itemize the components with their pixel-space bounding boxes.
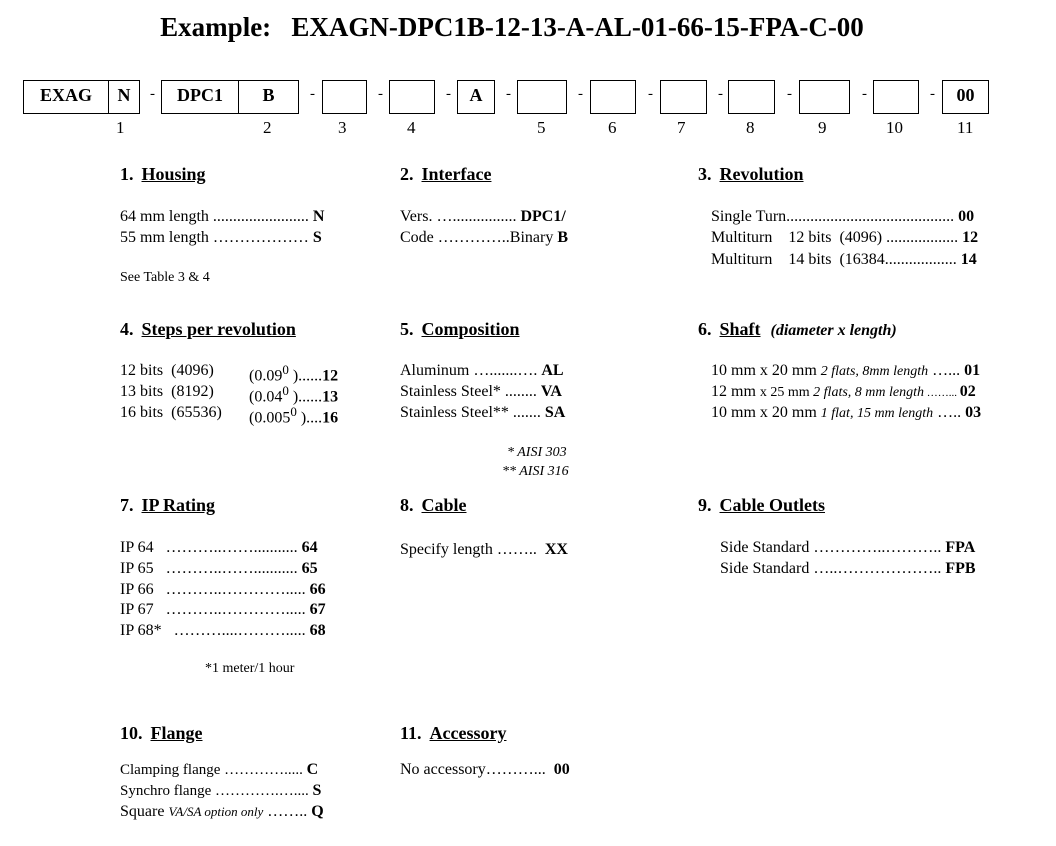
option-row: [400, 208, 566, 226]
option-label: Single Turn..........................................: [711, 208, 959, 225]
section-number: 5.: [400, 319, 414, 339]
dash-separator: -: [378, 86, 383, 102]
option-row: [400, 404, 565, 422]
section-housing: [120, 164, 206, 185]
option-code: B: [557, 229, 568, 246]
section-title: [400, 495, 467, 516]
section-heading: Revolution: [719, 164, 804, 184]
dash-separator: -: [718, 86, 723, 102]
option-row: [120, 383, 214, 401]
footnote: * AISI 303: [507, 445, 567, 460]
option-code: FPB: [945, 560, 976, 577]
dash-separator: -: [310, 86, 315, 102]
section-interface: [400, 164, 491, 185]
option-row: [400, 541, 568, 559]
section-number: 8.: [400, 495, 414, 515]
position-number: 6: [608, 118, 617, 137]
option-code: AL: [541, 362, 564, 379]
option-code: 13: [322, 388, 339, 406]
option-label: Code …………..Binary: [400, 229, 558, 246]
option-code: 14: [960, 251, 977, 268]
code-box-11: [728, 80, 775, 114]
option-row: [400, 761, 570, 779]
section-heading: Accessory: [429, 723, 507, 743]
option-code: C: [306, 761, 319, 778]
option-row: [711, 208, 974, 226]
dash-separator: -: [648, 86, 653, 102]
section-ip-rating: [120, 495, 215, 516]
option-row: [120, 782, 321, 800]
position-number: 4: [407, 118, 416, 137]
option-label: Multiturn 12 bits (4096) ..................: [711, 229, 963, 246]
option-code: 12: [322, 367, 339, 385]
dash-separator: -: [862, 86, 867, 102]
option-label: Side Standard …………..………..: [720, 539, 946, 556]
section-number: 3.: [698, 164, 712, 184]
position-number: 1: [116, 118, 125, 137]
option-label: IP 66 ………..………….....: [120, 581, 310, 598]
position-number: 9: [818, 118, 827, 137]
position-number: 8: [746, 118, 755, 137]
option-detail: 1 flat, 15 mm length: [820, 406, 934, 421]
option-label: IP 67 ………..………….....: [120, 601, 310, 618]
option-row: [120, 208, 324, 226]
option-row: [120, 622, 326, 640]
option-code: 02: [959, 383, 976, 400]
option-row: [120, 803, 324, 821]
code-box-13: [873, 80, 919, 114]
option-label: 10 mm x 20 mm: [711, 404, 821, 421]
code-box-6: [389, 80, 435, 114]
option-label: Stainless Steel* ........: [400, 383, 541, 400]
option-label: 55 mm length ………………: [120, 229, 313, 246]
option-code: 00: [958, 208, 975, 225]
section-heading: Shaft: [719, 319, 761, 339]
section-number: 11.: [400, 723, 422, 743]
option-row: [120, 761, 318, 779]
section-heading: Cable: [421, 495, 467, 515]
position-number: 5: [537, 118, 546, 137]
option-angle: (0.09: [249, 367, 283, 385]
dash-separator: -: [578, 86, 583, 102]
option-row: [711, 383, 976, 401]
option-code: 68: [309, 622, 326, 639]
section-revolution: [698, 164, 804, 185]
code-box-9: [590, 80, 636, 114]
section-title: [120, 164, 206, 185]
section-subtitle: (diameter x length): [770, 322, 897, 339]
section-title: [698, 164, 804, 185]
dash-separator: -: [446, 86, 451, 102]
code-box-10: [660, 80, 707, 114]
footnote: *1 meter/1 hour: [205, 661, 295, 676]
option-label: 12 mm: [711, 383, 760, 400]
option-label: IP 65 ………..……...........: [120, 560, 302, 577]
code-box-3: DPC1: [161, 80, 239, 114]
degree-mark: 0: [282, 362, 289, 377]
option-label: Synchro flange ………….…....: [120, 783, 313, 799]
option-row: [400, 362, 564, 380]
section-number: 9.: [698, 495, 712, 515]
option-code: 12: [962, 229, 979, 246]
option-code: XX: [544, 541, 568, 558]
option-row: [120, 560, 318, 578]
option-label: Square: [120, 803, 169, 820]
section-heading: Flange: [150, 723, 203, 743]
position-number: 7: [677, 118, 686, 137]
section-title: [120, 723, 203, 744]
option-row: [249, 383, 338, 406]
option-dots: …..: [933, 404, 966, 421]
option-dots: ……...: [924, 387, 960, 399]
section-steps-per-revolution: [120, 319, 296, 340]
option-code: S: [312, 229, 322, 246]
option-code: 00: [553, 761, 570, 778]
option-detail: 2 flats, 8 mm length: [813, 385, 925, 400]
option-row: [120, 601, 326, 619]
option-row: [720, 539, 975, 557]
option-label: Aluminum ….......….: [400, 362, 542, 379]
section-title: [400, 723, 506, 744]
code-box-12: [799, 80, 850, 114]
option-label: Side Standard …..………………..: [720, 560, 946, 577]
code-box-8: [517, 80, 567, 114]
section-title: [400, 319, 520, 340]
option-label-small: x 25 mm: [759, 385, 814, 400]
position-number: 2: [263, 118, 272, 137]
position-number: 10: [886, 118, 903, 137]
footnote: ** AISI 316: [502, 464, 569, 479]
option-label: 12 bits (4096): [120, 362, 214, 379]
position-number: 3: [338, 118, 347, 137]
option-dots: ……..: [263, 803, 312, 820]
option-detail: 2 flats, 8mm length: [820, 364, 929, 379]
section-accessory: [400, 723, 506, 744]
option-code: FPA: [945, 539, 976, 556]
section-number: 7.: [120, 495, 134, 515]
option-label: Multiturn 14 bits (16384..................: [711, 251, 961, 268]
dash-separator: -: [150, 86, 155, 102]
option-dots: )......: [288, 367, 323, 385]
option-label: Stainless Steel** .......: [400, 404, 545, 421]
degree-mark: 0: [282, 383, 289, 398]
section-number: 6.: [698, 319, 712, 339]
option-code: DPC1/: [520, 208, 566, 225]
option-label: Clamping flange ………….....: [120, 762, 307, 778]
option-row: [400, 383, 562, 401]
option-code: N: [312, 208, 325, 225]
section-number: 2.: [400, 164, 414, 184]
option-row: [120, 229, 322, 247]
option-row: [711, 251, 977, 269]
option-row: [711, 229, 978, 247]
option-row: [120, 581, 326, 599]
option-label: Specify length ……..: [400, 541, 545, 558]
option-code: 01: [964, 362, 981, 379]
option-code: 16: [322, 409, 339, 427]
section-title: [120, 495, 215, 516]
option-code: VA: [540, 383, 562, 400]
code-box-7: A: [457, 80, 495, 114]
option-label: 64 mm length ........................: [120, 208, 313, 225]
dash-separator: -: [506, 86, 511, 102]
option-row: [711, 404, 981, 422]
option-row: [249, 404, 338, 427]
page-title: Example: EXAGN-DPC1B-12-13-A-AL-01-66-15-FPA-C-00: [160, 12, 864, 42]
option-label: 10 mm x 20 mm: [711, 362, 821, 379]
code-box-5: [322, 80, 367, 114]
option-code: 67: [309, 601, 326, 618]
option-row: [120, 362, 214, 380]
dash-separator: -: [930, 86, 935, 102]
option-label: 16 bits (65536): [120, 404, 222, 421]
section-title: [120, 319, 296, 340]
section-title: [698, 319, 897, 340]
section-heading: IP Rating: [141, 495, 216, 515]
section-heading: Interface: [421, 164, 492, 184]
section-flange: [120, 723, 203, 744]
option-row: [720, 560, 976, 578]
option-row: [120, 539, 318, 557]
section-heading: Housing: [141, 164, 206, 184]
option-row: [400, 229, 568, 247]
option-angle: (0.005: [249, 409, 291, 427]
option-row: [249, 362, 338, 385]
footnote: See Table 3 & 4: [120, 270, 210, 285]
section-number: 4.: [120, 319, 134, 339]
position-number: 11: [957, 118, 974, 137]
option-label: IP 64 ………..……...........: [120, 539, 302, 556]
code-box-14: 00: [942, 80, 989, 114]
option-code: 66: [309, 581, 326, 598]
option-code: 64: [301, 539, 318, 556]
option-label: No accessory………...: [400, 761, 554, 778]
option-label: Vers. …................: [400, 208, 521, 225]
code-box-2: N: [108, 80, 140, 114]
section-title: [698, 495, 825, 516]
option-code: Q: [311, 803, 324, 820]
option-code: S: [312, 782, 322, 799]
option-code: 03: [965, 404, 982, 421]
section-title: [400, 164, 491, 185]
section-heading: Composition: [421, 319, 520, 339]
option-angle: (0.04: [249, 388, 283, 406]
code-box-4: B: [238, 80, 299, 114]
option-label: IP 68* ………....……….....: [120, 622, 310, 639]
section-number: 10.: [120, 723, 143, 743]
option-dots: …...: [928, 362, 965, 379]
option-row: [711, 362, 980, 380]
option-row: [120, 404, 222, 422]
section-shaft: [698, 319, 897, 340]
degree-mark: 0: [290, 404, 297, 419]
option-code: SA: [544, 404, 566, 421]
code-box-1: EXAG: [23, 80, 109, 114]
section-composition: [400, 319, 520, 340]
option-dots: )....: [296, 409, 323, 427]
section-cable-outlets: [698, 495, 825, 516]
dash-separator: -: [787, 86, 792, 102]
section-heading: Steps per revolution: [141, 319, 296, 339]
option-dots: )......: [288, 388, 323, 406]
section-number: 1.: [120, 164, 134, 184]
option-label: 13 bits (8192): [120, 383, 214, 400]
option-code: 65: [301, 560, 318, 577]
section-heading: Cable Outlets: [719, 495, 825, 515]
option-detail: VA/SA option only: [168, 804, 264, 819]
section-cable: [400, 495, 467, 516]
